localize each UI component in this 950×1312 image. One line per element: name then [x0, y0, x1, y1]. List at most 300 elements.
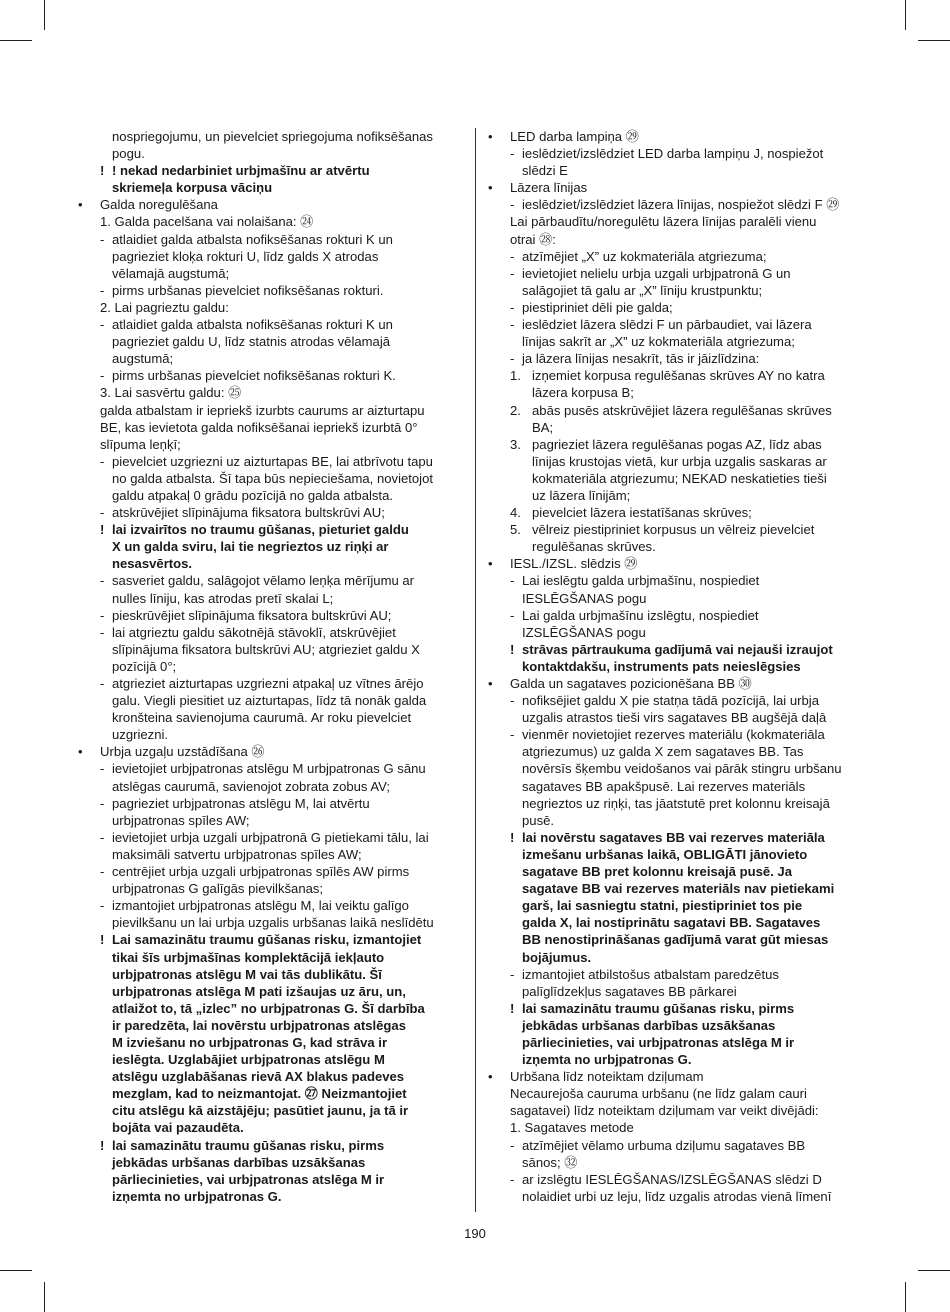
- text-line: [484, 829, 876, 846]
- text-line: [484, 402, 876, 419]
- line-text: pagrieziet lāzera regulēšanas pogas AZ, līdz abas: [532, 436, 822, 452]
- line-text: sānos; ㉜: [522, 1154, 578, 1170]
- text-line: [484, 521, 876, 538]
- line-text: vēlamajā augstumā;: [112, 265, 230, 281]
- line-text: nofiksējiet galdu X pie statņa tādā pozīcijā, lai urbja: [522, 693, 819, 709]
- line-text: ieslēgta. Uzglabājiet urbjpatronas atslēgu M: [112, 1052, 385, 1068]
- text-line: [484, 760, 876, 777]
- line-text: 1. Sagataves metode: [510, 1120, 634, 1136]
- list-marker: -: [510, 248, 515, 264]
- line-text: pozīcijā 0°;: [112, 658, 177, 674]
- line-text: atslēgu uzglabāšanas rievā AX blakus padeves: [112, 1069, 405, 1085]
- line-text: pogu.: [112, 146, 145, 162]
- text-line: [72, 1137, 466, 1154]
- list-marker: -: [510, 197, 515, 213]
- list-marker: -: [100, 761, 105, 777]
- line-text: centrējiet urbja uzgali urbjpatronas spīlēs AW pirms: [112, 864, 410, 880]
- text-line: [72, 1154, 466, 1171]
- line-text: Lai pārbaudītu/noregulētu lāzera līnijas paralēli vienu: [510, 214, 817, 230]
- text-line: [72, 162, 466, 179]
- text-line: [72, 641, 466, 658]
- line-text: atlaižot to, tā „izlec” no urbjpatronas G. Šī darbība: [112, 1000, 425, 1016]
- text-line: [484, 778, 876, 795]
- line-text: tikai šīs urbjmašīnas komplektācijā iekļauto: [112, 949, 385, 965]
- bullet-marker: •: [488, 129, 493, 144]
- line-text: uz lāzera līnijām;: [532, 487, 631, 503]
- text-line: [72, 778, 466, 795]
- line-text: izņemiet korpusa regulēšanas skrūves AY no katra: [532, 368, 825, 384]
- text-line: [72, 402, 466, 419]
- line-text: pirms urbšanas pievelciet nofiksēšanas rokturi.: [112, 282, 384, 298]
- list-marker: -: [510, 693, 515, 709]
- warning-marker: !: [100, 522, 105, 538]
- text-line: [484, 607, 876, 624]
- text-line: [484, 128, 876, 145]
- list-marker: -: [100, 368, 105, 384]
- warning-marker: !: [510, 829, 515, 845]
- line-text: izmantojiet atbilstošus atbalstam paredzētus: [522, 966, 779, 982]
- text-line: [72, 1051, 466, 1068]
- line-text: BA;: [532, 419, 554, 435]
- line-text: Urbja uzgaļu uzstādīšana ㉖: [100, 744, 265, 760]
- text-line: [72, 470, 466, 487]
- text-line: [484, 504, 876, 521]
- bullet-marker: •: [78, 744, 83, 760]
- text-line: [72, 846, 466, 863]
- line-text: atslēgas caurumā, savienojot zobrata zobus AV;: [112, 778, 391, 794]
- list-marker: -: [100, 607, 105, 623]
- list-marker: -: [100, 624, 105, 640]
- line-text: pagrieziet urbjpatronas atslēgu M, lai atvērtu: [112, 795, 370, 811]
- text-line: [72, 931, 466, 948]
- text-line: [484, 1154, 876, 1171]
- text-line: [484, 658, 876, 675]
- text-line: [72, 692, 466, 709]
- text-line: [72, 350, 466, 367]
- text-line: [484, 179, 876, 196]
- crop-mark-top-right-h: [918, 40, 950, 41]
- line-text: strāvas pārtraukuma gadījumā vai nejauši izraujot: [522, 641, 833, 657]
- text-line: [72, 624, 466, 641]
- list-marker: -: [510, 317, 515, 333]
- line-text: bojāta vai pazaudēta.: [112, 1120, 244, 1136]
- bullet-marker: •: [488, 556, 493, 572]
- line-text: slīpuma leņķī;: [100, 436, 181, 452]
- text-line: [72, 521, 466, 538]
- line-text: atlaidiet galda atbalsta nofiksēšanas rokturi K un: [112, 231, 393, 247]
- text-line: [72, 760, 466, 777]
- line-text: ja lāzera līnijas nesakrīt, tās ir jāizlīdzina:: [522, 351, 760, 367]
- list-marker: -: [100, 282, 105, 298]
- line-text: galdu atpakaļ 0 grādu pozīcijā no galda atbalsta.: [112, 487, 393, 503]
- line-text: atskrūvējiet slīpinājuma fiksatora bultskrūvi AU;: [112, 505, 385, 521]
- list-marker: -: [510, 727, 515, 743]
- text-line: [484, 265, 876, 282]
- line-text: pirms urbšanas pievelciet nofiksēšanas rokturi K.: [112, 368, 396, 384]
- line-text: Galda un sagataves pozicionēšana BB ㉚: [510, 676, 752, 691]
- text-line: [484, 1085, 876, 1102]
- line-text: vienmēr novietojiet rezerves materiālu (kokmateriāla: [522, 727, 825, 743]
- text-line: [484, 1034, 876, 1051]
- text-line: [72, 658, 466, 675]
- list-marker: -: [510, 146, 515, 162]
- list-marker: -: [100, 573, 105, 589]
- text-line: [72, 504, 466, 521]
- text-line: [72, 607, 466, 624]
- text-line: [484, 1017, 876, 1034]
- text-line: [484, 726, 876, 743]
- line-text: lai samazinātu traumu gūšanas risku, pirms: [522, 1000, 795, 1016]
- line-text: jebkādas urbšanas darbības uzsākšanas: [522, 1017, 776, 1033]
- line-text: izmantojiet urbjpatronas atslēgu M, lai veiktu galīgo: [112, 898, 409, 914]
- text-line: [484, 641, 876, 658]
- line-text: abās pusēs atskrūvējiet lāzera regulēšanas skrūves: [532, 402, 832, 418]
- list-marker: -: [510, 1137, 515, 1153]
- line-text: ievietojiet urbjpatronas atslēgu M urbjpatronas G sānu: [112, 761, 426, 777]
- left-column: [72, 128, 466, 1205]
- list-marker: -: [510, 299, 515, 315]
- line-text: kronšteina savienojuma caurumā. Ar roku pievelciet: [112, 710, 412, 726]
- line-text: līnijas sakrīt ar „X” uz kokmateriāla atgriezuma;: [522, 334, 795, 350]
- text-line: [72, 1085, 466, 1102]
- line-text: sasveriet galdu, salāgojot vēlamo leņķa mērījumu ar: [112, 573, 415, 589]
- text-line: [484, 1000, 876, 1017]
- warning-marker: !: [100, 163, 105, 179]
- line-text: 2. Lai pagrieztu galdu:: [100, 299, 229, 315]
- line-text: ievietojiet nelielu urbja uzgali urbjpatronā G un: [522, 265, 791, 281]
- text-line: [72, 675, 466, 692]
- line-text: garš, lai sasniegtu statni, piestipriniet tos pie: [522, 898, 803, 914]
- line-text: Galda noregulēšana: [100, 197, 218, 213]
- line-text: BE, kas ievietota galda nofiksēšanai iepriekš izurbtā 0°: [100, 419, 418, 435]
- line-text: atgrieziet aizturtapas uzgriezni atpakaļ uz vītnes ārējo: [112, 676, 424, 691]
- line-text: pieskrūvējiet slīpinājuma fiksatora bultskrūvi AU;: [112, 607, 392, 623]
- line-text: lai atgrieztu galdu sākotnējā stāvoklī, atskrūvējiet: [112, 624, 396, 640]
- list-marker: -: [510, 351, 515, 367]
- line-text: galda atbalstam ir iepriekš izurbts caurums ar aizturtapu: [100, 402, 425, 418]
- line-text: līnijas krustojas vietā, kur urbja uzgalis saskaras ar: [532, 453, 827, 469]
- line-text: maksimāli satvertu urbjpatronas spīles AW;: [112, 846, 362, 862]
- text-line: [484, 1068, 876, 1085]
- column-divider: [475, 128, 476, 1212]
- text-line: [72, 128, 466, 145]
- text-line: [484, 1119, 876, 1136]
- bullet-marker: •: [78, 197, 83, 213]
- list-marker: -: [100, 676, 105, 691]
- text-line: [484, 1188, 876, 1205]
- line-text: kokmateriāla atgriezumu; NEKAD neskatieties tieši: [532, 470, 827, 486]
- text-line: [484, 1102, 876, 1119]
- text-line: [484, 863, 876, 880]
- line-text: kontaktdakšu, instruments pats neieslēgsies: [522, 658, 801, 674]
- bullet-marker: •: [488, 180, 493, 196]
- line-text: pārliecinieties, vai urbjpatronas atslēga M ir: [522, 1034, 795, 1050]
- text-line: [72, 265, 466, 282]
- line-text: urbjpatronas atslēgu M vai tās dublikātu. Šī: [112, 966, 382, 982]
- text-line: [484, 897, 876, 914]
- text-line: [72, 1102, 466, 1119]
- line-text: izņemta no urbjpatronas G.: [522, 1052, 692, 1068]
- text-line: [72, 897, 466, 914]
- text-line: [72, 196, 466, 213]
- text-line: [72, 384, 466, 401]
- list-marker: -: [510, 265, 515, 281]
- text-line: [484, 795, 876, 812]
- line-text: atzīmējiet vēlamo urbuma dziļumu sagataves BB: [522, 1137, 806, 1153]
- text-line: [72, 555, 466, 572]
- line-text: sagataves BB apakšpusē. Lai rezerves materiāls: [522, 778, 806, 794]
- line-text: regulēšanas skrūves.: [532, 539, 656, 555]
- text-line: [484, 572, 876, 589]
- list-marker: -: [100, 317, 105, 333]
- text-line: [72, 1034, 466, 1051]
- text-line: [72, 812, 466, 829]
- text-line: [484, 812, 876, 829]
- list-marker: -: [510, 966, 515, 982]
- text-line: [484, 231, 876, 248]
- line-text: IESL./IZSL. slēdzis ㉙: [510, 556, 638, 572]
- crop-mark-top-left-h: [0, 40, 32, 41]
- line-text: pārliecinieties, vai urbjpatronas atslēga M ir: [112, 1171, 385, 1187]
- text-line: [484, 538, 876, 555]
- line-text: palīglīdzekļus sagataves BB pārkarei: [522, 983, 737, 999]
- line-text: IZSLĒGŠANAS pogu: [522, 624, 646, 640]
- line-text: galu. Viegli piesitiet uz aizturtapas, līdz tā nonāk galda: [112, 693, 427, 709]
- text-line: [484, 1051, 876, 1068]
- text-line: [484, 384, 876, 401]
- text-line: [72, 795, 466, 812]
- line-text: Necaurejoša cauruma urbšanu (ne līdz galam cauri: [510, 1086, 807, 1102]
- line-text: izmešanu urbšanas laikā, OBLIGĀTI jānovieto: [522, 846, 808, 862]
- text-line: [72, 282, 466, 299]
- list-marker: 5.: [510, 522, 521, 538]
- text-line: [484, 453, 876, 470]
- line-text: pievelciet uzgriezni uz aizturtapas BE, lai atbrīvotu tapu: [112, 453, 433, 469]
- list-marker: 1.: [510, 368, 521, 384]
- line-text: urbjpatronas spīles AW;: [112, 812, 250, 828]
- text-line: [72, 436, 466, 453]
- line-text: Lāzera līnijas: [510, 180, 588, 196]
- page-number: 190: [464, 1226, 486, 1241]
- line-text: skriemeļa korpusa vāciņu: [112, 180, 273, 196]
- text-line: [484, 333, 876, 350]
- list-marker: -: [100, 864, 105, 880]
- text-line: [484, 1137, 876, 1154]
- text-line: [72, 231, 466, 248]
- line-text: nesasvērtos.: [112, 556, 193, 572]
- list-marker: -: [510, 1171, 515, 1187]
- line-text: nospriegojumu, un pievelciet spriegojuma nofiksēšanas: [112, 129, 433, 144]
- text-line: [484, 487, 876, 504]
- line-text: IESLĒGŠANAS pogu: [522, 590, 647, 606]
- line-text: ieslēdziet/izslēdziet LED darba lampiņu J, nospiežot: [522, 146, 824, 162]
- crop-mark-top-right-v: [905, 0, 906, 30]
- line-text: lai samazinātu traumu gūšanas risku, pirms: [112, 1137, 385, 1153]
- text-line: [72, 914, 466, 931]
- list-marker: -: [100, 795, 105, 811]
- text-line: [72, 966, 466, 983]
- text-line: [484, 692, 876, 709]
- list-marker: -: [100, 829, 105, 845]
- line-text: izņemta no urbjpatronas G.: [112, 1188, 282, 1204]
- line-text: jebkādas urbšanas darbības uzsākšanas: [112, 1154, 366, 1170]
- text-line: [72, 949, 466, 966]
- line-text: uzgalis atrastos tieši virs sagataves BB augšējā daļā: [522, 710, 827, 726]
- text-line: [484, 367, 876, 384]
- text-line: [484, 350, 876, 367]
- line-text: citu atslēgu kā aizstājēju; pasūtiet jaunu, ja tā ir: [112, 1103, 409, 1119]
- line-text: lai novērstu sagataves BB vai rezerves materiāla: [522, 829, 825, 845]
- line-text: slēdzi E: [522, 163, 568, 179]
- list-marker: 2.: [510, 402, 521, 418]
- crop-mark-top-left-v: [44, 0, 45, 30]
- text-line: [72, 829, 466, 846]
- list-marker: -: [100, 898, 105, 914]
- line-text: atgriezumus) uz galda X zem sagataves BB. Tas: [522, 744, 804, 760]
- text-line: [72, 453, 466, 470]
- line-text: atzīmējiet „X” uz kokmateriāla atgriezuma;: [522, 248, 767, 264]
- warning-marker: !: [510, 641, 515, 657]
- text-line: [484, 949, 876, 966]
- line-text: ar izslēgtu IESLĒGŠANAS/IZSLĒGŠANAS slēdzi D: [522, 1171, 822, 1187]
- text-line: [72, 983, 466, 1000]
- line-text: sagatave BB pret kolonnu kreisajā pusē. Ja: [522, 864, 792, 880]
- text-line: [484, 743, 876, 760]
- crop-mark-bottom-left-v: [44, 1282, 45, 1312]
- line-text: urbjpatronas G galīgās pievilkšanas;: [112, 881, 324, 897]
- line-text: nolaidiet urbi uz leju, līdz uzgalis atrodas vienā līmenī: [522, 1188, 832, 1204]
- text-line: [484, 590, 876, 607]
- line-text: piestipriniet dēli pie galda;: [522, 299, 673, 315]
- line-text: ir paredzēta, lai novērstu urbjpatronas atslēgas: [112, 1017, 406, 1033]
- line-text: LED darba lampiņa ㉙: [510, 129, 639, 144]
- line-text: no galda atbalsta. Šī tapa būs nepieciešama, novietojot: [112, 470, 434, 486]
- list-marker: -: [100, 231, 105, 247]
- line-text: Urbšana līdz noteiktam dziļumam: [510, 1069, 704, 1085]
- text-line: [484, 983, 876, 1000]
- list-marker: -: [510, 573, 515, 589]
- line-text: uzgriezni.: [112, 727, 169, 743]
- line-text: pusē.: [522, 812, 555, 828]
- line-text: Lai samazinātu traumu gūšanas risku, izmantojiet: [112, 932, 422, 948]
- text-line: [484, 419, 876, 436]
- text-line: [484, 145, 876, 162]
- text-line: [484, 966, 876, 983]
- line-text: M izviešanu no urbjpatronas G, kad strāva ir: [112, 1034, 388, 1050]
- text-line: [484, 880, 876, 897]
- text-line: [72, 248, 466, 265]
- text-line: [484, 555, 876, 572]
- line-text: lāzera korpusa B;: [532, 385, 634, 401]
- text-line: [484, 162, 876, 179]
- line-text: otrai ㉘:: [510, 231, 556, 247]
- text-line: [72, 863, 466, 880]
- line-text: galda X, lai nostiprinātu sagatavi BB. Sagataves: [522, 915, 821, 931]
- text-line: [72, 213, 466, 230]
- warning-marker: !: [510, 1000, 515, 1016]
- text-line: [72, 299, 466, 316]
- text-line: [484, 436, 876, 453]
- line-text: negrieztos uz riņķi, tas jāatstutē pret kolonnu kreisajā: [522, 795, 830, 811]
- warning-marker: !: [100, 932, 105, 948]
- line-text: ! nekad nedarbiniet urbjmašīnu ar atvērtu: [112, 163, 370, 179]
- text-line: [72, 1188, 466, 1205]
- text-line: [72, 316, 466, 333]
- text-line: [72, 333, 466, 350]
- line-text: salāgojiet tā galu ar „X” līniju krustpunktu;: [522, 282, 763, 298]
- text-line: [484, 675, 876, 692]
- text-line: [484, 470, 876, 487]
- line-text: nulles līniju, kas atrodas pretī skalai L;: [112, 590, 334, 606]
- line-text: slīpinājuma fiksatora bultskrūvi AU; atgrieziet galdu X: [112, 641, 420, 657]
- text-line: [484, 914, 876, 931]
- crop-mark-bottom-right-h: [918, 1270, 950, 1271]
- text-line: [484, 931, 876, 948]
- text-line: [484, 248, 876, 265]
- line-text: augstumā;: [112, 351, 174, 367]
- bullet-marker: •: [488, 1069, 493, 1085]
- list-marker: -: [510, 607, 515, 623]
- list-marker: -: [100, 453, 105, 469]
- crop-mark-bottom-left-h: [0, 1270, 32, 1271]
- line-text: mezglam, kad to neizmantojat. ㉗ Neizmantojiet: [112, 1086, 407, 1102]
- text-line: [484, 1171, 876, 1188]
- line-text: Lai ieslēgtu galda urbjmašīnu, nospiediet: [522, 573, 760, 589]
- text-line: [72, 1119, 466, 1136]
- line-text: bojājumus.: [522, 949, 592, 965]
- text-line: [72, 1171, 466, 1188]
- line-text: ievietojiet urbja uzgali urbjpatronā G pietiekami tālu, lai: [112, 829, 429, 845]
- line-text: pievilkšanu un lai urbja uzgalis urbšanas laikā neslīdētu: [112, 915, 434, 931]
- text-line: [484, 846, 876, 863]
- bullet-marker: •: [488, 676, 493, 691]
- list-marker: 4.: [510, 505, 521, 521]
- text-line: [484, 316, 876, 333]
- list-marker: 3.: [510, 436, 521, 452]
- line-text: lai izvairītos no traumu gūšanas, pieturiet galdu: [112, 522, 409, 538]
- text-line: [72, 538, 466, 555]
- line-text: sagatavei) līdz noteiktam dziļumam var veikt divējādi:: [510, 1103, 819, 1119]
- text-line: [72, 1017, 466, 1034]
- right-column: [484, 128, 876, 1205]
- line-text: novērsīs šķembu veidošanos vai pārāk stingru urbšanu: [522, 761, 842, 777]
- line-text: vēlreiz piestipriniet korpusus un vēlreiz pievelciet: [532, 522, 815, 538]
- text-line: [484, 213, 876, 230]
- line-text: BB nenostiprināšanas gadījumā varat gūt miesas: [522, 932, 829, 948]
- text-line: [72, 590, 466, 607]
- list-marker: -: [100, 505, 105, 521]
- text-line: [72, 572, 466, 589]
- text-line: [72, 179, 466, 196]
- line-text: pagrieziet kloķa rokturi U, līdz galds X atrodas: [112, 248, 379, 264]
- line-text: pievelciet lāzera iestatīšanas skrūves;: [532, 505, 752, 521]
- text-line: [484, 282, 876, 299]
- text-line: [72, 419, 466, 436]
- text-line: [72, 1000, 466, 1017]
- text-line: [484, 624, 876, 641]
- text-line: [484, 299, 876, 316]
- warning-marker: !: [100, 1137, 105, 1153]
- text-line: [72, 367, 466, 384]
- line-text: sagatave BB vai rezerves materiāls nav pietiekami: [522, 881, 835, 897]
- text-line: [72, 743, 466, 760]
- text-line: [484, 709, 876, 726]
- line-text: pagrieziet galdu U, līdz statnis atrodas vēlamajā: [112, 334, 391, 350]
- text-line: [72, 487, 466, 504]
- line-text: X un galda sviru, lai tie negrieztos uz riņķi ar: [112, 539, 389, 555]
- line-text: 3. Lai sasvērtu galdu: ㉕: [100, 385, 242, 401]
- text-line: [72, 880, 466, 897]
